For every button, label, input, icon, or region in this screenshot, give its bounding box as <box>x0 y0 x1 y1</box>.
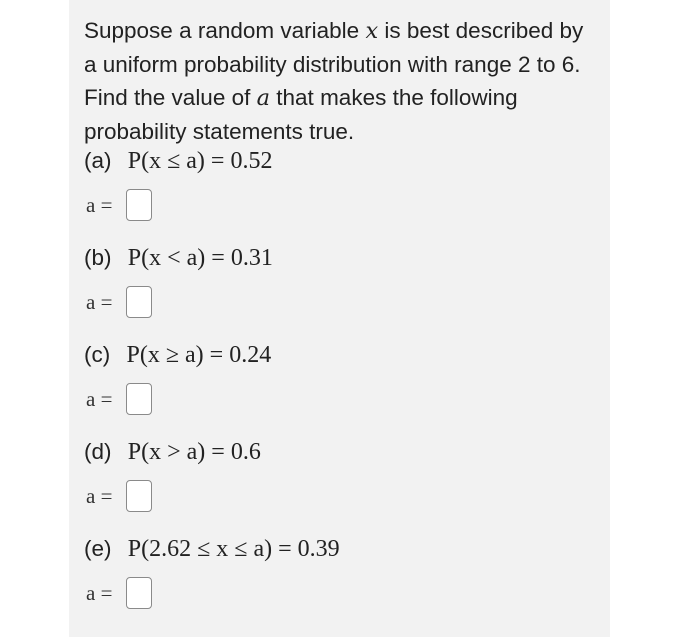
question-b <box>84 243 604 320</box>
question-e-label: (e) <box>84 536 112 561</box>
question-d-answer-input[interactable] <box>126 480 152 512</box>
question-a-answer-label: a = <box>86 192 113 217</box>
question-a <box>84 146 604 223</box>
question-c-expression: P(x ≥ a) = 0.24 <box>126 342 272 368</box>
question-d-expression: P(x > a) = 0.6 <box>127 439 261 465</box>
question-c <box>84 340 604 417</box>
question-d-answer-row <box>84 478 604 514</box>
question-d-statement <box>84 437 604 467</box>
question-c-answer-input[interactable] <box>126 383 152 415</box>
question-a-expression: P(x ≤ a) = 0.52 <box>127 148 273 174</box>
question-a-answer-row <box>84 187 604 223</box>
intro-text-3: that makes the following probability statements true. <box>84 85 518 144</box>
question-c-answer-row <box>84 381 604 417</box>
question-b-answer-input[interactable] <box>126 286 152 318</box>
question-c-statement <box>84 340 604 370</box>
question-a-statement <box>84 146 604 176</box>
question-b-answer-label: a = <box>86 289 113 314</box>
question-e-expression: P(2.62 ≤ x ≤ a) = 0.39 <box>127 536 340 562</box>
question-a-label: (a) <box>84 148 112 173</box>
question-b-statement <box>84 243 604 273</box>
question-d <box>84 437 604 514</box>
question-b-answer-row <box>84 284 604 320</box>
question-b-expression: P(x < a) = 0.31 <box>127 245 273 271</box>
question-e <box>84 534 604 611</box>
question-a-answer-input[interactable] <box>126 189 152 221</box>
question-e-answer-row <box>84 575 604 611</box>
question-d-answer-label: a = <box>86 483 113 508</box>
question-c-answer-label: a = <box>86 386 113 411</box>
variable-a: a <box>256 85 271 111</box>
intro-text-2: is best described by a uniform probability distribution with range 2 to 6. Find the value of <box>84 18 584 110</box>
question-b-label: (b) <box>84 245 112 270</box>
question-e-answer-label: a = <box>86 580 113 605</box>
question-e-answer-input[interactable] <box>126 577 152 609</box>
question-c-label: (c) <box>84 342 111 367</box>
variable-x: x <box>365 18 379 44</box>
problem-statement <box>84 14 594 148</box>
intro-text-1: Suppose a random variable <box>84 18 366 43</box>
question-e-statement <box>84 534 604 564</box>
question-d-label: (d) <box>84 439 112 464</box>
